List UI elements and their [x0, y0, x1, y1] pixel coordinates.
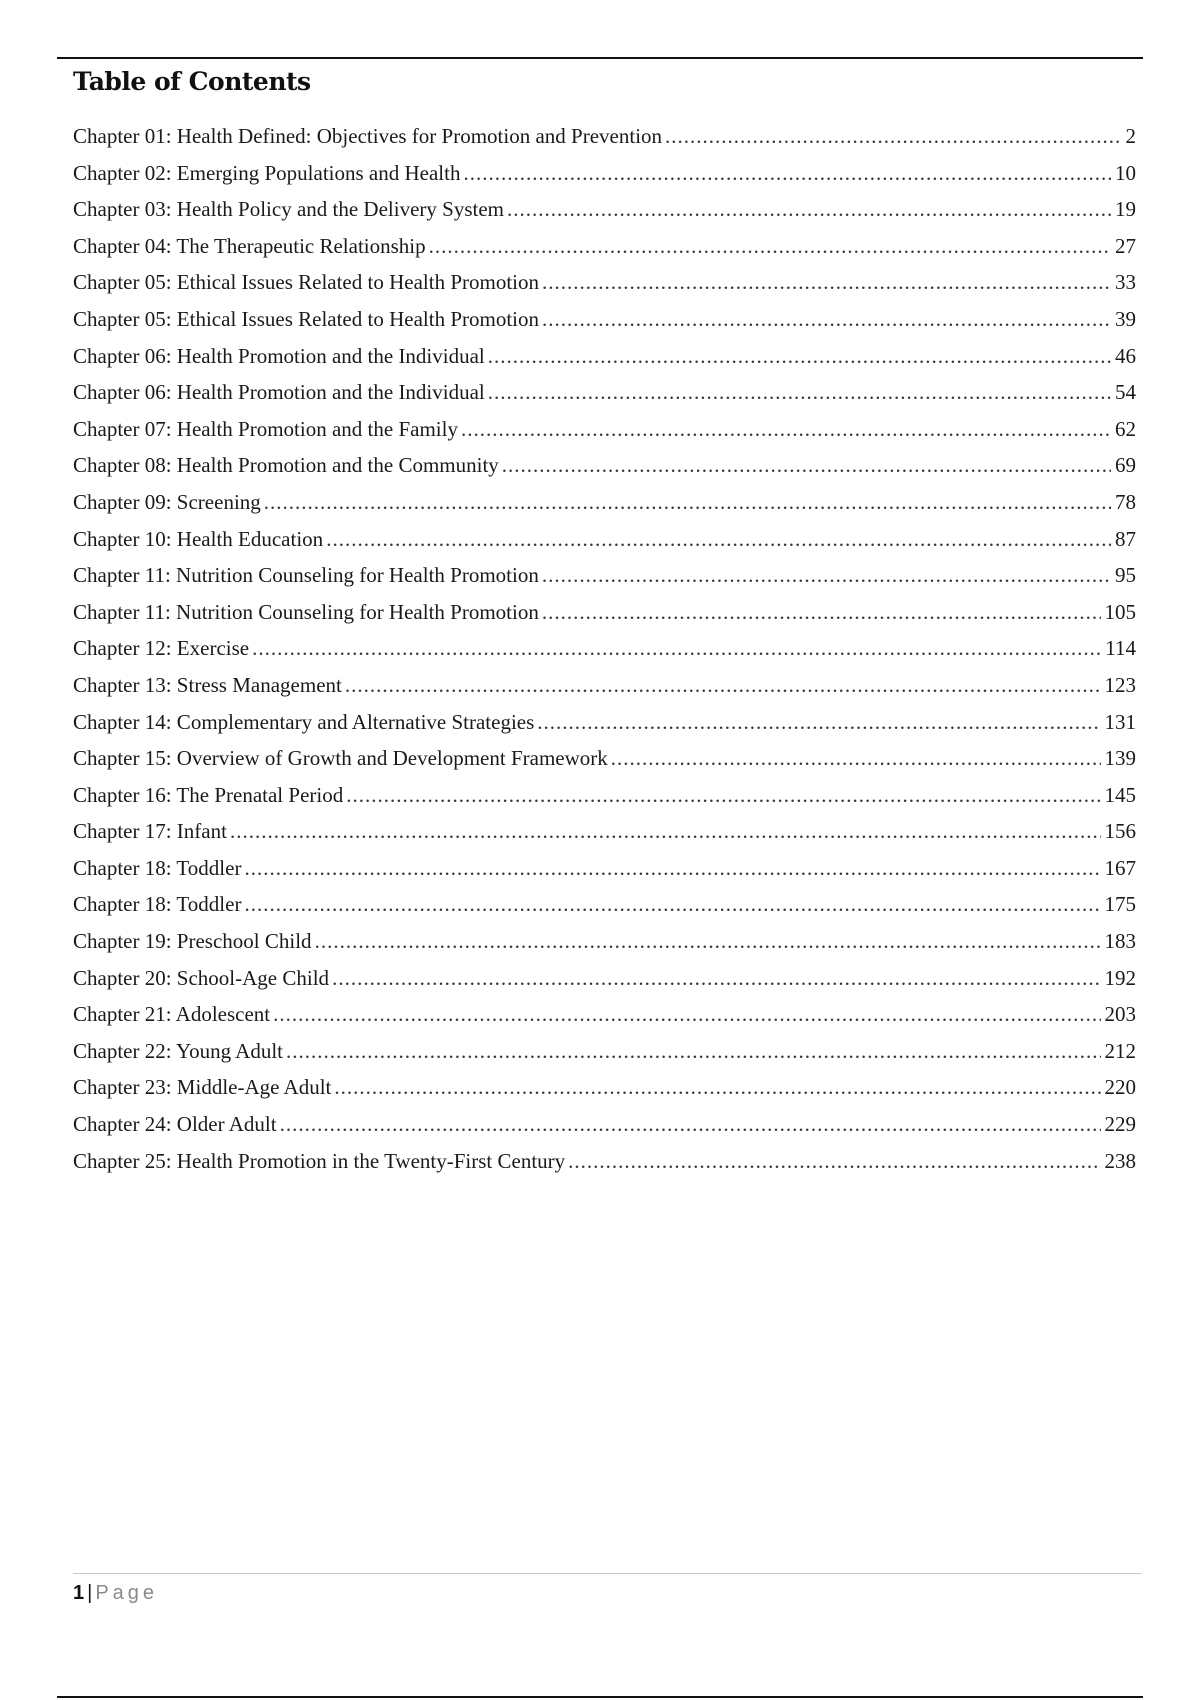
toc-leader	[346, 777, 1100, 814]
toc-entry-page: 123	[1104, 672, 1136, 697]
toc-entry-page: 131	[1104, 709, 1136, 734]
toc-entry-page: 192	[1104, 965, 1136, 990]
toc-entry-label: Chapter 21: Adolescent	[73, 1002, 271, 1027]
toc-entry-page: 87	[1115, 526, 1136, 551]
toc-leader	[537, 704, 1100, 741]
toc-entry-page: 78	[1115, 489, 1136, 514]
footer-page-word: Page	[95, 1582, 159, 1604]
toc-entry[interactable]	[73, 301, 1136, 338]
toc-entry-label: Chapter 07: Health Promotion and the Family	[73, 416, 458, 441]
toc-leader	[334, 1069, 1100, 1106]
toc-entry[interactable]	[73, 1033, 1136, 1070]
toc-entry-page: 203	[1104, 1002, 1136, 1027]
toc-entry[interactable]	[73, 338, 1136, 375]
toc-leader	[488, 338, 1111, 375]
toc-leader	[502, 447, 1111, 484]
page-footer	[73, 1580, 158, 1606]
toc-leader	[461, 411, 1111, 448]
toc-entry-label: Chapter 20: School-Age Child	[73, 965, 330, 990]
toc-entry-label: Chapter 24: Older Adult	[73, 1112, 277, 1137]
bottom-rule	[57, 1696, 1143, 1698]
toc-entry-page: 156	[1104, 819, 1136, 844]
toc-leader	[611, 740, 1101, 777]
toc-entry[interactable]	[73, 630, 1136, 667]
toc-entry-label: Chapter 09: Screening	[73, 489, 261, 514]
toc-entry[interactable]	[73, 557, 1136, 594]
toc-entry-label: Chapter 05: Ethical Issues Related to Health Promotion	[73, 306, 539, 331]
toc-entry-page: 27	[1115, 233, 1136, 258]
toc-entry[interactable]	[73, 777, 1136, 814]
toc-entry-label: Chapter 06: Health Promotion and the Individual	[73, 380, 485, 405]
toc-entry[interactable]	[73, 960, 1136, 997]
toc-entry-page: 33	[1115, 270, 1136, 295]
toc-entry-page: 139	[1104, 746, 1136, 771]
footer-rule	[73, 1573, 1141, 1574]
toc-entry-page: 114	[1105, 636, 1136, 661]
toc-entry-label: Chapter 08: Health Promotion and the Community	[73, 453, 499, 478]
footer-separator: |	[87, 1582, 93, 1604]
toc-entry-label: Chapter 03: Health Policy and the Delivery System	[73, 197, 504, 222]
toc-entry[interactable]	[73, 594, 1136, 631]
toc-entry[interactable]	[73, 521, 1136, 558]
toc-entry-page: 183	[1104, 929, 1136, 954]
toc-entry-page: 175	[1104, 892, 1136, 917]
toc-leader	[542, 594, 1101, 631]
toc-leader	[286, 1033, 1100, 1070]
toc-entry-page: 167	[1104, 855, 1136, 880]
toc-entry[interactable]	[73, 1069, 1136, 1106]
toc-leader	[542, 264, 1111, 301]
toc-leader	[244, 850, 1100, 887]
toc-entry[interactable]	[73, 228, 1136, 265]
toc-leader	[488, 374, 1111, 411]
toc-entry-page: 39	[1115, 306, 1136, 331]
toc-entry[interactable]	[73, 484, 1136, 521]
footer-page-number: 1	[73, 1582, 85, 1604]
toc-entry-label: Chapter 13: Stress Management	[73, 672, 342, 697]
toc-leader	[273, 996, 1100, 1033]
toc-entry[interactable]	[73, 118, 1136, 155]
toc-entry-label: Chapter 23: Middle-Age Adult	[73, 1075, 332, 1100]
toc-leader	[429, 228, 1111, 265]
toc-leader	[345, 667, 1101, 704]
toc-entry-label: Chapter 17: Infant	[73, 819, 227, 844]
toc-entry[interactable]	[73, 1143, 1136, 1180]
toc-entry-label: Chapter 19: Preschool Child	[73, 929, 312, 954]
toc-entry-page: 46	[1115, 343, 1136, 368]
toc-entry[interactable]	[73, 191, 1136, 228]
toc-title: Table of Contents	[73, 67, 311, 96]
toc-entry-label: Chapter 11: Nutrition Counseling for Health Promotion	[73, 563, 539, 588]
toc-entry-page: 229	[1104, 1112, 1136, 1137]
toc-entry-label: Chapter 04: The Therapeutic Relationship	[73, 233, 426, 258]
toc-entry-label: Chapter 22: Young Adult	[73, 1038, 284, 1063]
toc-entry[interactable]	[73, 740, 1136, 777]
toc-leader	[264, 484, 1111, 521]
toc-entry-label: Chapter 01: Health Defined: Objectives for Promotion and Prevention	[73, 124, 663, 148]
toc-leader	[665, 118, 1121, 155]
toc-entry-page: 238	[1104, 1148, 1136, 1173]
toc-entry[interactable]	[73, 374, 1136, 411]
toc-entry-page: 10	[1115, 160, 1136, 185]
toc-entry-label: Chapter 18: Toddler	[73, 892, 242, 917]
toc-leader	[244, 886, 1100, 923]
toc-entry-label: Chapter 25: Health Promotion in the Twenty-First Century	[73, 1148, 566, 1173]
toc-entry-label: Chapter 02: Emerging Populations and Health	[73, 160, 461, 185]
toc-entry-label: Chapter 16: The Prenatal Period	[73, 782, 344, 807]
toc-entry[interactable]	[73, 264, 1136, 301]
toc-entry[interactable]	[73, 923, 1136, 960]
toc-entry-label: Chapter 10: Health Education	[73, 526, 324, 551]
top-rule	[57, 57, 1143, 59]
toc-entry-label: Chapter 12: Exercise	[73, 636, 250, 661]
toc-leader	[542, 301, 1111, 338]
toc-leader	[332, 960, 1100, 997]
toc-entry[interactable]	[73, 850, 1136, 887]
toc-entry-label: Chapter 14: Complementary and Alternative Strategies	[73, 709, 535, 734]
toc-leader	[315, 923, 1101, 960]
toc-entry-page: 54	[1115, 380, 1136, 405]
toc-leader	[568, 1143, 1100, 1180]
toc-entry[interactable]	[73, 411, 1136, 448]
toc-leader	[280, 1106, 1101, 1143]
toc-entry[interactable]	[73, 155, 1136, 192]
toc-entry[interactable]	[73, 813, 1136, 850]
toc-entry[interactable]	[73, 886, 1136, 923]
toc-leader	[326, 521, 1111, 558]
toc-entry[interactable]	[73, 996, 1136, 1033]
toc-leader	[230, 813, 1101, 850]
toc-entry-label: Chapter 15: Overview of Growth and Development Framework	[73, 746, 608, 771]
toc-entry[interactable]	[73, 667, 1136, 704]
toc-entry[interactable]	[73, 1106, 1136, 1143]
toc-entry-label: Chapter 11: Nutrition Counseling for Health Promotion	[73, 599, 539, 624]
toc-entry-page: 62	[1115, 416, 1136, 441]
toc-entry-page: 220	[1104, 1075, 1136, 1100]
toc-entry-page: 145	[1104, 782, 1136, 807]
toc-entry-page: 95	[1115, 563, 1136, 588]
toc-leader	[542, 557, 1111, 594]
toc-entry-label: Chapter 05: Ethical Issues Related to Health Promotion	[73, 270, 539, 295]
toc-entry[interactable]	[73, 447, 1136, 484]
toc-leader	[507, 191, 1111, 228]
toc-entry-page: 69	[1115, 453, 1136, 478]
toc-entry[interactable]	[73, 704, 1136, 741]
toc-entry-label: Chapter 06: Health Promotion and the Individual	[73, 343, 485, 368]
toc-leader	[252, 630, 1101, 667]
toc-entry-page: 2	[1125, 124, 1136, 148]
toc-entry-page: 105	[1104, 599, 1136, 624]
toc-list	[73, 118, 1136, 1179]
toc-leader	[463, 155, 1111, 192]
toc-entry-page: 19	[1115, 197, 1136, 222]
toc-entry-label: Chapter 18: Toddler	[73, 855, 242, 880]
toc-entry-page: 212	[1104, 1038, 1136, 1063]
